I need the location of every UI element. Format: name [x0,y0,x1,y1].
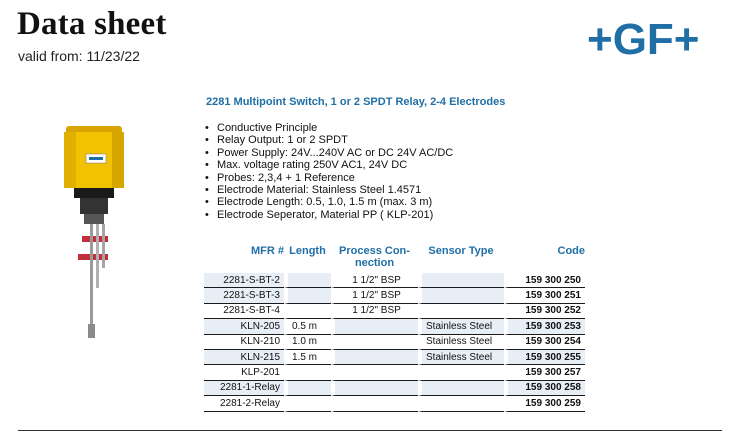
cell-process [331,396,418,411]
feature-item: • Electrode Length: 0.5, 1.0, 1.5 m (max. 3 m) [205,196,453,208]
cell-length [284,381,331,396]
cell-length [284,304,331,319]
valid-from-date: valid from: 11/23/22 [18,48,140,64]
cell-code: 159 300 255 [504,350,585,365]
cell-length [284,288,331,303]
bottom-divider [18,430,722,431]
cell-mfr: 2281-1-Relay [204,381,284,396]
cell-code: 159 300 252 [504,304,585,319]
cell-process [331,319,418,334]
feature-item: • Electrode Seperator, Material PP ( KLP-201) [205,209,453,221]
cell-length: 1.5 m [284,350,331,365]
cell-code: 159 300 253 [504,319,585,334]
cell-process [331,381,418,396]
cell-code: 159 300 250 [504,273,585,288]
cell-mfr: 2281-S-BT-2 [204,273,284,288]
cell-mfr: KLN-210 [204,335,284,350]
col-header-length: Length [289,245,326,257]
cell-process: 1 1/2" BSP [331,288,418,303]
cell-code: 159 300 258 [504,381,585,396]
table-row [204,365,585,380]
product-photo [52,118,142,348]
cell-process [331,350,418,365]
gf-logo [587,14,729,60]
table-row [204,304,585,319]
feature-item: • Probes: 2,3,4 + 1 Reference [205,172,453,184]
cell-code: 159 300 257 [504,365,585,380]
cell-mfr: KLN-205 [204,319,284,334]
cell-sensor [418,304,504,319]
table-row [204,335,585,350]
cell-sensor: Stainless Steel [418,350,504,365]
cell-sensor: Stainless Steel [418,335,504,350]
col-header-sensor: Sensor Type [428,245,494,257]
cell-length: 1.0 m [284,335,331,350]
feature-list [205,122,453,221]
table-row [204,350,585,365]
cell-mfr: KLP-201 [204,365,284,380]
cell-length [284,396,331,411]
cell-code: 159 300 251 [504,288,585,303]
cell-mfr: KLN-215 [204,350,284,365]
table-row [204,288,585,303]
table-row [204,381,585,396]
feature-item: • Electrode Material: Stainless Steel 1.4571 [205,184,453,196]
cell-sensor [418,288,504,303]
page-title: Data sheet [17,6,167,42]
cell-length [284,273,331,288]
cell-sensor [418,273,504,288]
cell-mfr: 2281-2-Relay [204,396,284,411]
cell-sensor: Stainless Steel [418,319,504,334]
table-header-row [204,245,585,273]
cell-code: 159 300 259 [504,396,585,411]
cell-sensor [418,365,504,380]
col-header-mfr: MFR # [251,245,284,257]
gf-logo-text: +GF+ [587,15,700,60]
cell-sensor [418,396,504,411]
cell-code: 159 300 254 [504,335,585,350]
feature-item: • Relay Output: 1 or 2 SPDT [205,134,453,146]
cell-length [284,365,331,380]
cell-process: 1 1/2" BSP [331,273,418,288]
cell-process [331,365,418,380]
product-title: 2281 Multipoint Switch, 1 or 2 SPDT Relay, 2-4 Electrodes [206,96,506,108]
cell-process: 1 1/2" BSP [331,304,418,319]
cell-length: 0.5 m [284,319,331,334]
feature-item: • Max. voltage rating 250V AC1, 24V DC [205,159,453,171]
cell-mfr: 2281-S-BT-3 [204,288,284,303]
table-row [204,273,585,288]
feature-item: • Conductive Principle [205,122,453,134]
col-header-process: Process Con- nection [339,245,410,269]
cell-process [331,335,418,350]
ordering-table [204,245,585,412]
cell-sensor [418,381,504,396]
feature-item: • Power Supply: 24V...240V AC or DC 24V AC/DC [205,147,453,159]
table-row [204,319,585,334]
cell-mfr: 2281-S-BT-4 [204,304,284,319]
col-header-code: Code [557,245,585,257]
table-row [204,396,585,411]
